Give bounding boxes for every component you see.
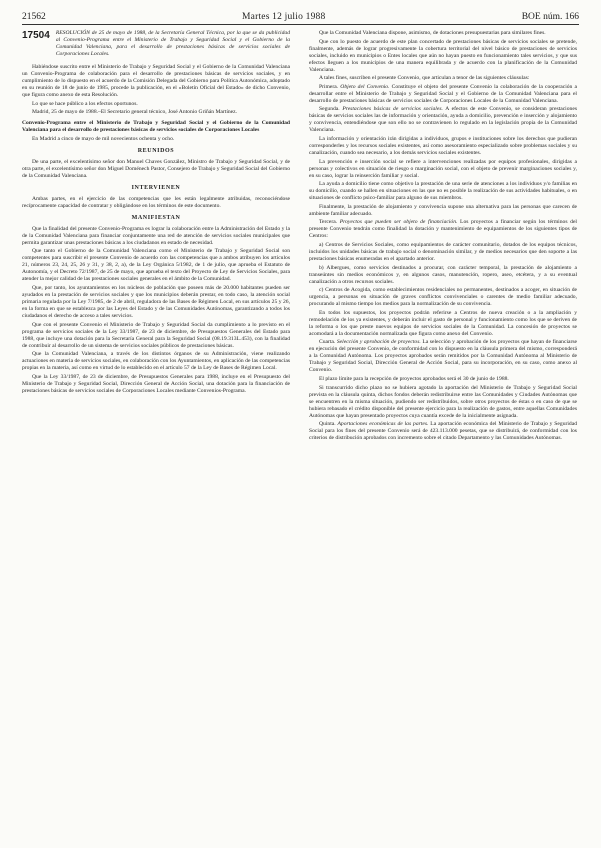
clause-text: Centros de Acogida, como establecimientos residenciales no permanentes, destinados a acoger, en situación de urgencia, a personas en situación de graves conflictos convivenciales o carentes de medio familiar adecuado, procurando al mismo tiempo los medios para la normalización de su convivencia. xyxy=(309,287,577,308)
resolution-title: RESOLUCIÓN de 25 de mayo de 1988, de la Secretaría General Técnica, por la que se da publicidad al Convenio-Programa entre el Ministerio de Trabajo y Seguridad Social y el Gobierno de la Comunidad Valenciana, para el desarrollo de prestaciones básicas de servicios sociales de Corporaciones Locales. xyxy=(55,30,290,57)
clause-paragraph xyxy=(309,159,577,180)
clause-title: Prestaciones básicas de servicios sociales. xyxy=(342,106,443,113)
reunidos-text: De una parte, el excelentísimo señor don Manuel Chaves González, Ministro de Trabajo y Seguridad Social, y de otra parte, el excelentísimo señor don Miguel Doménech Pastor, Consejero de Trabajo y Seguridad Social del Gobierno de la Comunidad Valenciana. xyxy=(22,158,290,179)
clause-paragraph xyxy=(309,219,577,240)
section-heading-intervienen: INTERVIENEN xyxy=(131,184,181,191)
clause-text: En todos los supuestos, los proyectos podrán referirse a Centros de nueva creación o a la ampliación y remodelación de los ya existentes, y deberán incluir el gasto de personal y funcionamiento como los que se deriven de la reforma o los que preste nuevos equipos de servicios sociales de la Comunidad. La concesión de proyectos se acomodará a la documentación normalizada que figura como anexo del Convenio. xyxy=(309,309,577,337)
clause-text: La aportación económica del Ministerio de Trabajo y Seguridad Social para los fines del presente Convenio será de 423.113.000 pesetas, que se distribuirá, de conformidad con los criterios de distribución aprobados con incremento sobre el citado Departamento y las Comunidades Autónomas. xyxy=(309,421,577,442)
clause-paragraph xyxy=(309,339,577,374)
clauses-list xyxy=(309,84,577,442)
left-column xyxy=(22,30,290,396)
clause-title: Proyectos que pueden ser objeto de financiación. xyxy=(339,219,458,226)
clause-label: c) xyxy=(319,287,324,294)
place-date: En Madrid a cinco de mayo de mil novecientos ochenta y ocho. xyxy=(32,135,175,142)
journal-issue: BOE núm. 166 xyxy=(521,12,579,22)
clause-text: Si transcurrido dicho plazo no se hubiera agotado la aportación del Ministerio de Trabajo y Seguridad Social prevista en la cláusula quinta, dichos fondos deberán redistribuirse entre las Comunidades y Ciudades Autónomas que se encuentren en la misma situación, pudiendo ser redistribuidos, sobre otros proyectos de éstas o en caso de que se hubiera rebasado el crédito disponible del presente ejercicio para la realización de gastos, entre aquellas Comunidades Autónomas que hayan presentado proyectos cuya cuantía excede de la inicialmente asignada. xyxy=(309,384,577,419)
clause-paragraph xyxy=(309,84,577,105)
manifiestan-paragraph: Que tanto el Gobierno de la Comunidad Valenciana como el Ministerio de Trabajo y Seguridad Social son competentes para suscribir el presente Convenio de acuerdo con las competencias que a ambos atribuyen los artículos 21, números 23, 24, 25, 26 y 31, y 38, 2, a), de la Ley Orgánica 5/1982, de 1 de julio, que aprueba el Estatuto de Autonomía, y el Decreto 72/1987, de 25 de mayo, que aprueba el texto del Proyecto de Ley de Servicios Sociales, para atender la mejor calidad de las prestaciones sociales generales en el ámbito de la Comunidad. xyxy=(22,248,290,283)
intervienen-text: Ambas partes, en el ejercicio de las competencias que les están legalmente atribuidas, reconociéndose recíprocamente capacidad de contratar y obligándose en los términos de este documento. xyxy=(22,195,290,209)
page-header xyxy=(22,8,579,25)
clause-paragraph xyxy=(309,421,577,442)
manifiestan-paragraph: Que la Comunidad Valenciana, a través de los distintos órganos de su Administración, viene realizando actuaciones en materia de servicios sociales, en colaboración con los Ayuntamientos, en aplicación de las competencias propias en la materia, así como en virtud de lo establecido en el artículo 57 de la Ley de Bases de Régimen Local. xyxy=(22,351,290,372)
intro-paragraph: Habiéndose suscrito entre el Ministerio de Trabajo y Seguridad Social y el Gobierno de la Comunidad Valenciana un Convenio-Programa de colaboración para el desarrollo de prestaciones básicas de servicios sociales, y en cumplimiento de lo dispuesto en el acuerdo de la Comisión Delegada del Gobierno para Política Autonómica, adoptado en su reunión de 18 de junio de 1985, procede la publicación, en el «Boletín Oficial del Estado» de dicho Convenio, que figura como anexo de esta Resolución. xyxy=(22,64,290,98)
clause-text: A efectos de este Convenio, se consideran prestaciones básicas de servicios sociales las de información y orientación, ayuda a domicilio, prevención e inserción y alojamiento y convivencia, entendiéndose que son ello no se contravienen lo regulado en la legislación propia de la Comunidad Valenciana. xyxy=(309,106,577,134)
clause-label: Segunda. xyxy=(319,106,340,113)
clause-label: a) xyxy=(319,241,324,248)
clause-text: La ayuda a domicilio tiene como objetivo la prestación de una serie de atenciones a los individuos y/o familias en su domicilio, cuando se hallen en situaciones en las que no es posible la realización de sus actividades habituales, o en situaciones de conflicto psico-familiar para alguno de sus miembros. xyxy=(309,181,577,202)
clause-text: La información y orientación irán dirigidas a individuos, grupos e instituciones sobre los derechos que pudieran corresponderles y los recursos sociales existentes, así como asesoramiento especializado sobre problemas sociales y su canalización, cuando sea necesario, a los demás servicios sociales existentes. xyxy=(309,135,577,156)
clause-title: Aportaciones económicas de las partes. xyxy=(337,421,429,428)
clause-text: La prevención e inserción social se refiere a intervenciones realizadas por equipos profesionales, dirigidas a personas y colectivos en situación de riesgo o marginación social, con el objeto de prevenir marginaciones sociales y, en su caso, lograr la reinserción familiar y social. xyxy=(309,158,577,179)
clause-text: La selección y aprobación de los proyectos que hayan de financiarse en ejecución del presente Convenio, de conformidad con lo dispuesto en la cláusula primera del mismo, corresponderá a la Comunidad Autónoma. Los proyectos aprobados serán remitidos por la Comunidad Autónoma al Ministerio de Trabajo y Seguridad Social, Dirección General de Acción Social, para su incorporación, en su caso, como anexo al Convenio. xyxy=(309,339,578,374)
publication-date: Martes 12 julio 1988 xyxy=(242,12,326,22)
clause-paragraph xyxy=(309,385,577,420)
intro-paragraph: A tales fines, suscriben el presente Convenio, que articulan a tenor de las siguientes cláusulas: xyxy=(319,75,530,82)
clause-label: Tercera. xyxy=(319,219,338,226)
clause-label: Quinta. xyxy=(319,421,336,428)
clause-paragraph xyxy=(309,106,577,134)
section-heading-reunidos: REUNIDOS xyxy=(137,147,175,154)
clause-paragraph xyxy=(309,310,577,338)
resolution-heading xyxy=(22,30,290,58)
clause-paragraph xyxy=(309,265,577,286)
clause-paragraph xyxy=(309,181,577,202)
clause-paragraph xyxy=(309,136,577,157)
clause-text: Centros de Servicios Sociales, como equipamientos de carácter comunitario, dotados de los equipos técnicos, incluidos los unidades básicas de trabajo social o denominación similar, y de medios necesarios que den soporte a las prestaciones básicas enumeradas en el apartado anterior. xyxy=(309,241,577,262)
signature-line: Madrid, 25 de mayo de 1988.–El Secretario general técnico, José Antonio Griñán Martínez. xyxy=(32,109,238,116)
clause-paragraph xyxy=(309,376,577,383)
clause-paragraph xyxy=(309,204,577,218)
manifiestan-paragraph: Que la finalidad del presente Convenio-Programa es lograr la colaboración entre la Administración del Estado y la de la Comunidad Valenciana para financiar conjuntamente una red de atención de servicios sociales municipales que permita garantizar unas prestaciones básicas a los ciudadanos en estado de necesidad. xyxy=(22,225,290,246)
manifiestan-paragraph: Que con el presente Convenio el Ministerio de Trabajo y Seguridad Social da cumplimiento a lo previsto en el programa de servicios sociales de la Ley 33/1987, de 23 de diciembre, de Presupuestos Generales del Estado para 1988, que incluye una dotación para la Secretaría General para la Seguridad Social (08.19.313L.453), con la finalidad de contribuir al desarrollo de un sistema de servicios sociales públicos de prestaciones básicas. xyxy=(22,321,290,349)
clause-label: b) xyxy=(319,264,324,271)
clause-title: Selección y aprobación de proyectos. xyxy=(336,339,421,346)
clause-label: Primera. xyxy=(319,83,339,90)
page-number: 21562 xyxy=(22,12,46,22)
intro-paragraph: Que con lo puesto de acuerdo de este plan concertado de prestaciones básicas de servicios sociales se pretende, finalmente, además de lograr progresivamente la cobertura territorial del nivel básico de prestaciones de servicios sociales, incluido en municipios o Entes locales que aún no hayan puesto en funcionamiento tales servicios, y que sus efectos lleguen a los municipios de una manera equilibrada y de acuerdo con la planificación de la Comunidad Valenciana. xyxy=(309,38,577,73)
clause-title: Objeto del Convenio. xyxy=(340,83,390,90)
clause-text: Constituye el objeto del presente Convenio la colaboración de la cooperación a desarrollar entre el Ministerio de Trabajo y Seguridad Social y el Gobierno de la Comunidad Valenciana para el desarrollo de prestaciones básicas de servicios sociales de Corporaciones Locales de la Comunidad Valenciana. xyxy=(309,83,577,104)
manifiestan-paragraph: Que, por tanto, los ayuntamientos en los núcleos de población que poseen más de 20.000 habitantes pueden ser ayudados en la prestación de servicios sociales y que los municipios deberán prestar, en todo caso, la atención social primaria regulada por la Ley 7/1985, de 2 de abril, reguladora de las Bases de Régimen Local, en sus artículos 25 y 26, en la forma en que se establezca por las Leyes del Estado y de las Comunidades Autónomas, garantizando a todos los ciudadanos el derecho de acceso a tales servicios. xyxy=(22,284,290,319)
clause-paragraph xyxy=(309,242,577,263)
clause-text: Albergues, como servicios destinados a procurar, con carácter temporal, la prestación de alojamiento a transeúntes sin medios económicos y, en algunos casos, manutención, ropero, aseo, etcétera, y a su eventual canalización a otros recursos sociales. xyxy=(309,264,577,285)
clause-paragraph xyxy=(309,287,577,308)
right-column xyxy=(309,30,577,444)
section-heading-manifiestan: MANIFIESTAN xyxy=(131,214,181,221)
intro-paragraph: Lo que se hace público a los efectos oportunos. xyxy=(32,100,138,107)
resolution-number: 17504 xyxy=(22,30,50,41)
clause-text: Los proyectos a financiar según los términos del presente Convenio tendrán como finalidad la dotación y mantenimiento de equipamientos de los siguientes tipos de Centros: xyxy=(309,219,577,240)
manifiestan-paragraph: Que la Ley 33/1987, de 23 de diciembre, de Presupuestos Generales para 1988, incluye en el Presupuesto del Ministerio de Trabajo y Seguridad Social, Dirección General de Acción Social, una dotación para la financiación de prestaciones básicas de servicios sociales de Corporaciones Locales mediante Convenios-Programa. xyxy=(22,373,290,394)
clause-text: El plazo límite para la recepción de proyectos aprobados será el 30 de junio de 1988. xyxy=(319,375,509,382)
clause-label: Cuarta. xyxy=(319,339,336,346)
clause-text: Finalmente, la prestación de alojamiento y convivencia supone una alternativa para las personas que carecen de ambiente familiar adecuado. xyxy=(309,203,577,217)
convenio-title: Convenio-Programa entre el Ministerio de Trabajo y Seguridad Social y el Gobierno de la Comunidad Valenciana para el desarrollo de prestaciones básicas de servicios sociales de Corporaciones Locales xyxy=(22,120,290,134)
intro-paragraph: Que la Comunidad Valenciana dispone, asimismo, de dotaciones presupuestarias para similares fines. xyxy=(319,30,546,36)
